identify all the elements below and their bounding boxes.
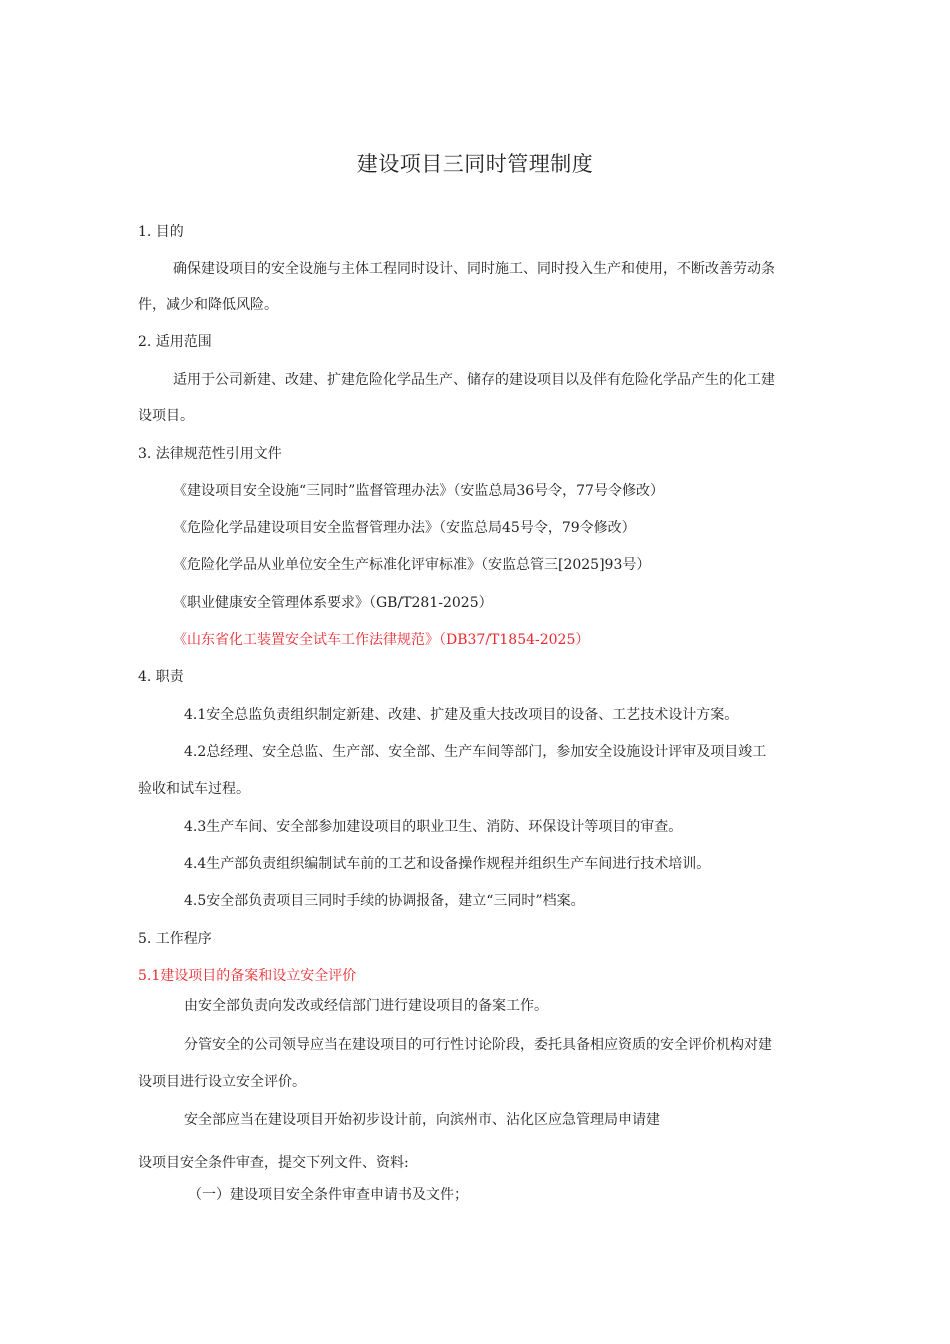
section-1-heading: 1. 目的: [138, 224, 184, 240]
reference-item: 《职业健康安全管理体系要求》（GB/T281-2025）: [173, 595, 493, 611]
procedure-paragraph: 由安全部负责向发改或经信部门进行建设项目的备案工作。: [184, 998, 548, 1014]
duty-item: 4.4生产部负责组织编制试车前的工艺和设备操作规程并组织生产车间进行技术培训。: [184, 856, 711, 872]
section-4-heading: 4. 职责: [138, 669, 184, 685]
reference-item: 《危险化学品建设项目安全监督管理办法》（安监总局45号令，79令修改）: [173, 520, 636, 536]
section-1-paragraph-line: 确保建设项目的安全设施与主体工程同时设计、同时施工、同时投入生产和使用，不断改善劳动条: [173, 261, 775, 277]
duty-item: 4.2总经理、安全总监、生产部、安全部、生产车间等部门，参加安全设施设计评审及项目竣工: [184, 744, 767, 760]
submission-item: （一）建设项目安全条件审查申请书及文件；: [188, 1187, 468, 1203]
duty-item: 4.3生产车间、安全部参加建设项目的职业卫生、消防、环保设计等项目的审查。: [184, 819, 683, 835]
reference-item: 《危险化学品从业单位安全生产标准化评审标准》（安监总管三[2025]93号）: [173, 557, 651, 573]
duty-item-continuation: 验收和试车过程。: [138, 781, 250, 797]
reference-item: 《建设项目安全设施“三同时”监督管理办法》（安监总局36号令，77号令修改）: [173, 483, 664, 499]
procedure-paragraph-line: 设项目安全条件审查，提交下列文件、资料:: [138, 1155, 409, 1171]
section-5-heading: 5. 工作程序: [138, 931, 212, 947]
procedure-paragraph-line: 设项目进行设立安全评价。: [138, 1074, 306, 1090]
section-2-paragraph-line: 适用于公司新建、改建、扩建危险化学品生产、储存的建设项目以及伴有危险化学品产生的化工建: [173, 372, 775, 388]
section-1-paragraph-line: 件，减少和降低风险。: [138, 297, 278, 313]
document-title: 建设项目三同时管理制度: [356, 152, 594, 176]
section-2-paragraph-line: 设项目。: [138, 408, 194, 424]
section-3-heading: 3. 法律规范性引用文件: [138, 446, 282, 462]
section-5-1-subheading: 5.1建设项目的备案和设立安全评价: [138, 968, 357, 984]
procedure-paragraph-line: 安全部应当在建设项目开始初步设计前，向滨州市、沾化区应急管理局申请建: [184, 1112, 660, 1128]
procedure-paragraph-line: 分管安全的公司领导应当在建设项目的可行性讨论阶段，委托具备相应资质的安全评价机构对建: [184, 1037, 772, 1053]
duty-item: 4.5安全部负责项目三同时手续的协调报备，建立“三同时”档案。: [184, 893, 585, 909]
section-2-heading: 2. 适用范围: [138, 334, 212, 350]
duty-item: 4.1安全总监负责组织制定新建、改建、扩建及重大技改项目的设备、工艺技术设计方案。: [184, 707, 739, 723]
reference-item-highlighted: 《山东省化工装置安全试车工作法律规范》（DB37/T1854-2025）: [173, 632, 590, 648]
